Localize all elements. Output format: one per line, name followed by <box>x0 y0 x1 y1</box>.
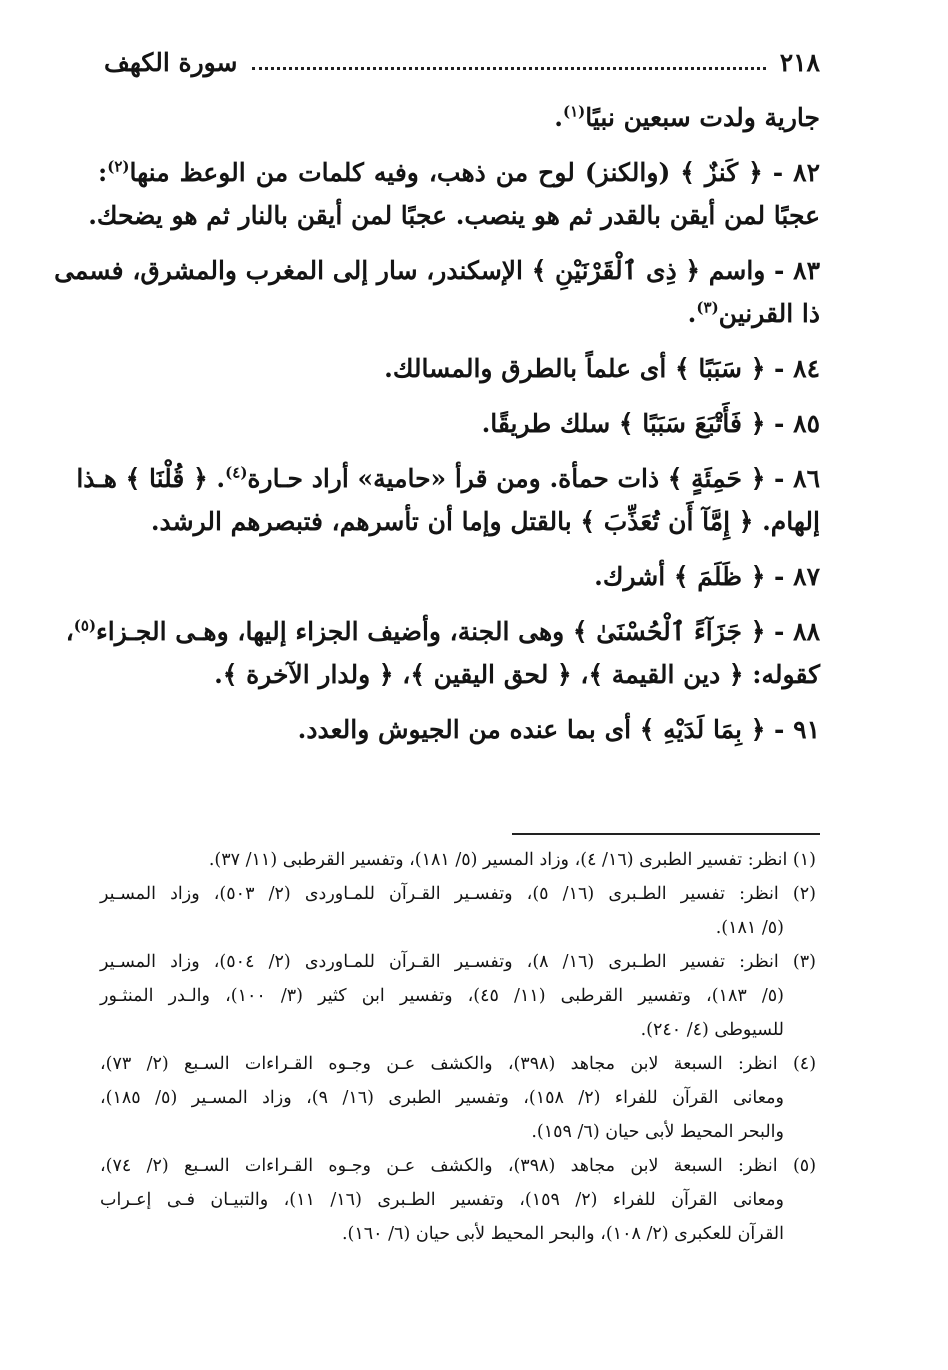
footnote-ref: (٣) <box>696 298 719 317</box>
entry-88: ٨٨ - ﴿ جَزَآءً ٱلْحُسْنَىٰ ﴾ وهى الجنة، وأضيف الجزاء إليها، وهـى الجـزاء$^{(٥)}$، كقوله: ﴿ دين القيمة ﴾، ﴿ لحق اليقين ﴾، ﴿ ولدار الآخرة ﴾. <box>65 616 820 689</box>
footnotes <box>100 843 816 1251</box>
header-dot-leader <box>252 67 766 70</box>
entry-85: ٨٥ - ﴿ فَأَتْبَعَ سَبَبًا ﴾ سلك طريقًا. <box>481 409 820 438</box>
footnote-3: (٣) انظر: تفسير الطـبرى (١٦/ ٨)، وتفسـير القـرآن للمـاوردى (٢/ ٥٠٤)، وزاد المسـير (٥/ ١٨٣)، وتفسير القرطبى (١١/ ٤٥)، وتفسير ابن كثير (٣/ ١٠٠)، والـدر المنثـور للسيوطى (٤/ ٢٤٠). <box>100 952 816 1040</box>
footnote-4: (٤) انظر: السبعة لابن مجاهد (٣٩٨)، والكشف عـن وجـوه القـراءات السـبع (٢/ ٧٣)، ومعانى القرآن للفراء (٢/ ١٥٨)، وتفسير الطبرى (١٦/ ٩)، وزاد المسـير (٥/ ١٨٥)، والبحر المحيط لأبى حيان (٦/ ١٥٩). <box>100 1054 817 1142</box>
footnote-ref: (٢) <box>107 157 130 176</box>
footnote-5: (٥) انظر: السبعة لابن مجاهد (٣٩٨)، والكشف عـن وجـوه القـراءات السـبع (٢/ ٧٤)، ومعانى القرآن للفراء (٢/ ١٥٩)، وتفسير الطـبرى (١٦/ ١١)، والتبيـان فـى إعـراب القرآن للعكبرى (٢/ ١٠٨)، والبحر المحيط لأبى حيان (٦/ ١٦٠). <box>100 1156 817 1244</box>
footnote-ref: (١) <box>562 102 586 121</box>
footnote-2: (٢) انظر: تفسير الطـبرى (١٦/ ٥)، وتفسـير القـرآن للمـاوردى (٢/ ٥٠٣)، وزاد المسـير (٥/ ١٨١). <box>100 884 816 938</box>
page-number: ٢١٨ <box>779 48 820 77</box>
entry-86: ٨٦ - ﴿ حَمِئَةٍ ﴾ ذات حمأة. ومن قرأ «حامية» أراد حـارة$^{(٤)}$. ﴿ قُلْنَا ﴾ هـذا إلهام. ﴿ إِمَّآ أَن تُعَذِّبَ ﴾ بالقتل وإما أن تأسرهم، فتبصرهم الرشد. <box>76 463 820 536</box>
entry-84: ٨٤ - ﴿ سَبَبًا ﴾ أى علماً بالطرق والمسالك. <box>384 354 820 383</box>
entry-83: ٨٣ - واسم ﴿ ذِى ٱلْقَرْنَيْنِ ﴾ الإسكندر، سار إلى المغرب والمشرق، فسمى ذا القرنين$^{(٣)}$. <box>54 256 820 328</box>
entry-87: ٨٧ - ﴿ ظَلَمَ ﴾ أشرك. <box>594 562 820 591</box>
commentary-body <box>54 96 820 751</box>
footnote-1: (١) انظر: تفسير الطبرى (١٦/ ٤)، وزاد المسير (٥/ ١٨١)، وتفسير القرطبى (١١/ ٣٧). <box>208 850 816 870</box>
entry-91: ٩١ - ﴿ بِمَا لَدَيْهِ ﴾ أى بما عنده من الجيوش والعدد. <box>297 715 820 744</box>
footnote-ref: (٥) <box>73 616 97 635</box>
running-header <box>104 48 820 77</box>
surah-title: سورة الكهف <box>104 48 238 77</box>
footnote-ref: (٤) <box>225 463 248 482</box>
footnote-separator <box>512 833 820 835</box>
entry-82: ٨٢ - ﴿ كَنزٌ ﴾ (والكنز) لوح من ذهب، وفيه كلمات من الوعظ منها$^{(٢)}$: عجبًا لمن أيقن بالقدر ثم هو ينصب. عجبًا لمن أيقن بالنار ثم هو يضحك. <box>88 157 820 230</box>
intro-line: جارية ولدت سبعين نبيًا$^{(١)}$. <box>554 102 820 132</box>
